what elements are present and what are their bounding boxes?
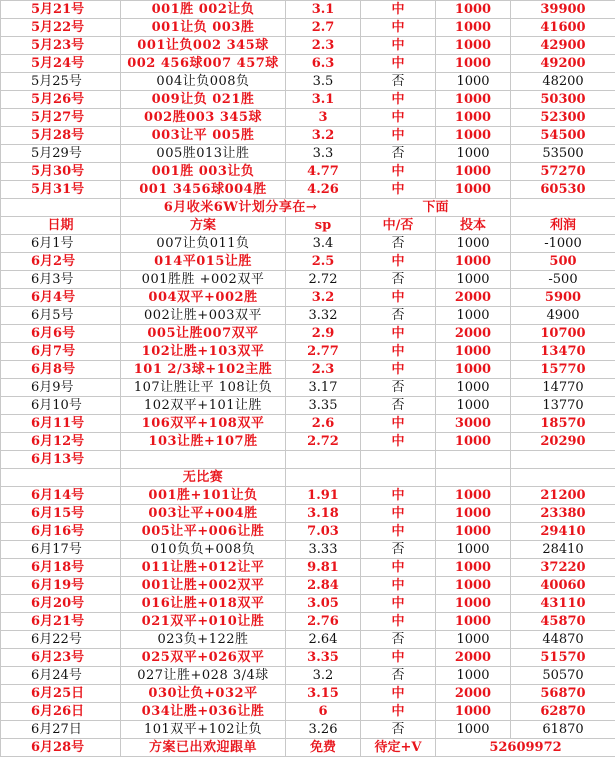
- sp-cell[interactable]: 3.2: [286, 667, 361, 685]
- profit-cell[interactable]: 20290: [511, 433, 615, 451]
- profit-cell[interactable]: [511, 469, 615, 487]
- date-cell[interactable]: 5月23号: [1, 37, 121, 55]
- profit-cell[interactable]: 49200: [511, 55, 615, 73]
- stake-cell[interactable]: 1000: [436, 271, 511, 289]
- banner-empty-cell[interactable]: [511, 199, 615, 217]
- sp-cell[interactable]: [286, 469, 361, 487]
- plan-cell[interactable]: 002胜003 345球: [121, 109, 286, 127]
- stake-cell[interactable]: 1000: [436, 523, 511, 541]
- date-cell[interactable]: 5月29号: [1, 145, 121, 163]
- result-cell[interactable]: 否: [361, 631, 436, 649]
- stake-cell[interactable]: 1000: [436, 55, 511, 73]
- table-row: [1, 271, 615, 289]
- sp-cell[interactable]: 3.26: [286, 721, 361, 739]
- sp-cell[interactable]: 2.72: [286, 271, 361, 289]
- result-cell[interactable]: 中: [361, 559, 436, 577]
- profit-cell[interactable]: 62870: [511, 703, 615, 721]
- header-row: [1, 217, 615, 235]
- date-cell[interactable]: 6月1号: [1, 235, 121, 253]
- plan-cell[interactable]: 009让负 021胜: [121, 91, 286, 109]
- result-cell[interactable]: 否: [361, 145, 436, 163]
- profit-cell[interactable]: 18570: [511, 415, 615, 433]
- date-cell[interactable]: 5月26号: [1, 91, 121, 109]
- last-row: [1, 739, 615, 757]
- date-cell[interactable]: 6月5号: [1, 307, 121, 325]
- result-cell[interactable]: 中: [361, 325, 436, 343]
- plan-cell[interactable]: 007让负011负: [121, 235, 286, 253]
- plan-cell[interactable]: 011让胜+012让平: [121, 559, 286, 577]
- plan-cell[interactable]: 003让平 005胜: [121, 127, 286, 145]
- plan-cell[interactable]: 002 456球007 457球: [121, 55, 286, 73]
- sp-cell[interactable]: 3.5: [286, 73, 361, 91]
- table-row: [1, 379, 615, 397]
- profit-cell[interactable]: 39900: [511, 1, 615, 19]
- table-row: [1, 703, 615, 721]
- plan-cell[interactable]: 001 3456球004胜: [121, 181, 286, 199]
- result-cell[interactable]: 否: [361, 721, 436, 739]
- plan-cell[interactable]: 023负+122胜: [121, 631, 286, 649]
- date-cell[interactable]: 6月9号: [1, 379, 121, 397]
- date-cell[interactable]: 6月17号: [1, 541, 121, 559]
- date-cell[interactable]: 5月25号: [1, 73, 121, 91]
- plan-cell[interactable]: 102双平+101让胜: [121, 397, 286, 415]
- date-cell[interactable]: 6月26日: [1, 703, 121, 721]
- contact-cell[interactable]: 52609972: [436, 739, 615, 757]
- profit-cell[interactable]: 44870: [511, 631, 615, 649]
- date-cell[interactable]: 6月21号: [1, 613, 121, 631]
- plan-cell[interactable]: 021双平+010让胜: [121, 613, 286, 631]
- profit-cell[interactable]: 43110: [511, 595, 615, 613]
- header-stake[interactable]: 投本: [436, 217, 511, 235]
- result-cell[interactable]: 否: [361, 271, 436, 289]
- plan-cell[interactable]: 001让负002 345球: [121, 37, 286, 55]
- result-cell[interactable]: 中: [361, 289, 436, 307]
- sp-cell[interactable]: 2.76: [286, 613, 361, 631]
- table-row: [1, 397, 615, 415]
- result-cell[interactable]: 否: [361, 235, 436, 253]
- stake-cell[interactable]: 1000: [436, 73, 511, 91]
- plan-cell[interactable]: 030让负+032平: [121, 685, 286, 703]
- result-cell[interactable]: 否: [361, 541, 436, 559]
- plan-cell[interactable]: 102让胜+103双平: [121, 343, 286, 361]
- stake-cell[interactable]: 1000: [436, 361, 511, 379]
- result-cell[interactable]: 中: [361, 685, 436, 703]
- profit-cell[interactable]: -500: [511, 271, 615, 289]
- table-row: [1, 19, 615, 37]
- table-row: [1, 343, 615, 361]
- result-cell[interactable]: 中: [361, 127, 436, 145]
- table-row: [1, 235, 615, 253]
- table-row: [1, 595, 615, 613]
- profit-cell[interactable]: 10700: [511, 325, 615, 343]
- stake-cell[interactable]: 2000: [436, 325, 511, 343]
- table-row: [1, 361, 615, 379]
- date-cell[interactable]: 6月10号: [1, 397, 121, 415]
- stake-cell[interactable]: [436, 451, 511, 469]
- plan-cell[interactable]: 001让负 003胜: [121, 19, 286, 37]
- table-row: [1, 181, 615, 199]
- profit-cell[interactable]: 500: [511, 253, 615, 271]
- table-row: [1, 631, 615, 649]
- stake-cell[interactable]: 1000: [436, 487, 511, 505]
- stake-cell[interactable]: 1000: [436, 145, 511, 163]
- sp-cell[interactable]: 3: [286, 109, 361, 127]
- date-cell[interactable]: 6月6号: [1, 325, 121, 343]
- date-cell[interactable]: 5月28号: [1, 127, 121, 145]
- profit-cell[interactable]: 42900: [511, 37, 615, 55]
- banner-empty-cell[interactable]: [1, 199, 121, 217]
- profit-cell[interactable]: 40060: [511, 577, 615, 595]
- profit-cell[interactable]: 21200: [511, 487, 615, 505]
- sp-cell[interactable]: 2.5: [286, 253, 361, 271]
- stake-cell[interactable]: 1000: [436, 613, 511, 631]
- sp-cell[interactable]: 4.77: [286, 163, 361, 181]
- plan-cell[interactable]: 027让胜+028 3/4球: [121, 667, 286, 685]
- sp-cell[interactable]: 7.03: [286, 523, 361, 541]
- result-cell[interactable]: 中: [361, 109, 436, 127]
- sp-cell[interactable]: 3.2: [286, 289, 361, 307]
- stake-cell[interactable]: 1000: [436, 541, 511, 559]
- result-cell[interactable]: 中: [361, 613, 436, 631]
- stake-cell[interactable]: 1000: [436, 505, 511, 523]
- header-result[interactable]: 中/否: [361, 217, 436, 235]
- plan-cell[interactable]: [121, 451, 286, 469]
- result-cell[interactable]: 中: [361, 343, 436, 361]
- date-cell[interactable]: [1, 469, 121, 487]
- sp-cell[interactable]: 3.3: [286, 145, 361, 163]
- date-cell[interactable]: 6月4号: [1, 289, 121, 307]
- stake-cell[interactable]: 1000: [436, 559, 511, 577]
- stake-cell[interactable]: 1000: [436, 595, 511, 613]
- plan-cell[interactable]: 016让胜+018双平: [121, 595, 286, 613]
- result-cell[interactable]: 中: [361, 649, 436, 667]
- date-cell[interactable]: 6月7号: [1, 343, 121, 361]
- plan-cell[interactable]: 004双平+002胜: [121, 289, 286, 307]
- stake-cell[interactable]: 1000: [436, 91, 511, 109]
- sp-cell[interactable]: 2.72: [286, 433, 361, 451]
- profit-cell[interactable]: 29410: [511, 523, 615, 541]
- spreadsheet-body: [1, 1, 615, 757]
- sp-cell[interactable]: 2.77: [286, 343, 361, 361]
- sp-cell[interactable]: 4.26: [286, 181, 361, 199]
- profit-cell[interactable]: 15770: [511, 361, 615, 379]
- profit-cell[interactable]: 45870: [511, 613, 615, 631]
- date-cell[interactable]: 5月31号: [1, 181, 121, 199]
- profit-cell[interactable]: 57270: [511, 163, 615, 181]
- stake-cell[interactable]: 1000: [436, 163, 511, 181]
- table-row: [1, 91, 615, 109]
- stake-cell[interactable]: 1000: [436, 343, 511, 361]
- date-cell[interactable]: 6月18号: [1, 559, 121, 577]
- table-row: [1, 451, 615, 469]
- sp-cell[interactable]: 3.05: [286, 595, 361, 613]
- sp-cell[interactable]: 2.9: [286, 325, 361, 343]
- result-cell[interactable]: [361, 451, 436, 469]
- date-cell[interactable]: 6月3号: [1, 271, 121, 289]
- result-cell[interactable]: [361, 469, 436, 487]
- header-date[interactable]: 日期: [1, 217, 121, 235]
- table-row: [1, 523, 615, 541]
- plan-cell[interactable]: 方案已出欢迎跟单: [121, 739, 286, 757]
- result-cell[interactable]: 否: [361, 307, 436, 325]
- table-row: [1, 685, 615, 703]
- table-row: [1, 145, 615, 163]
- result-cell[interactable]: 中: [361, 1, 436, 19]
- stake-cell[interactable]: 1000: [436, 667, 511, 685]
- stake-cell[interactable]: 1000: [436, 721, 511, 739]
- sp-cell[interactable]: [286, 451, 361, 469]
- profit-cell[interactable]: 14770: [511, 379, 615, 397]
- table-row: [1, 433, 615, 451]
- stake-cell[interactable]: 1000: [436, 397, 511, 415]
- table-row: [1, 37, 615, 55]
- sp-cell[interactable]: 3.18: [286, 505, 361, 523]
- profit-cell[interactable]: 61870: [511, 721, 615, 739]
- stake-cell[interactable]: 1000: [436, 37, 511, 55]
- stake-cell[interactable]: 1000: [436, 127, 511, 145]
- result-cell[interactable]: 否: [361, 397, 436, 415]
- table-row: [1, 667, 615, 685]
- result-cell[interactable]: 否: [361, 667, 436, 685]
- sp-cell[interactable]: 6: [286, 703, 361, 721]
- result-cell[interactable]: 否: [361, 379, 436, 397]
- sp-cell[interactable]: 3.17: [286, 379, 361, 397]
- profit-cell[interactable]: 54500: [511, 127, 615, 145]
- date-cell[interactable]: 6月24号: [1, 667, 121, 685]
- plan-cell[interactable]: 001让胜+002双平: [121, 577, 286, 595]
- stake-cell[interactable]: 3000: [436, 415, 511, 433]
- result-cell[interactable]: 中: [361, 19, 436, 37]
- banner-right-cell[interactable]: 下面: [361, 199, 511, 217]
- date-cell[interactable]: 6月19号: [1, 577, 121, 595]
- date-cell[interactable]: 6月13号: [1, 451, 121, 469]
- result-cell[interactable]: 中: [361, 55, 436, 73]
- plan-cell[interactable]: 001胜+101让负: [121, 487, 286, 505]
- date-cell[interactable]: 6月11号: [1, 415, 121, 433]
- table-row: [1, 73, 615, 91]
- stake-cell[interactable]: 1000: [436, 253, 511, 271]
- plan-cell[interactable]: 010负负+008负: [121, 541, 286, 559]
- table-row: [1, 541, 615, 559]
- sp-cell[interactable]: 3.1: [286, 1, 361, 19]
- stake-cell[interactable]: [436, 469, 511, 487]
- sp-cell[interactable]: 3.35: [286, 397, 361, 415]
- table-row: [1, 163, 615, 181]
- profit-cell[interactable]: 48200: [511, 73, 615, 91]
- sp-cell[interactable]: 2.64: [286, 631, 361, 649]
- sp-cell[interactable]: 2.3: [286, 37, 361, 55]
- profit-cell[interactable]: 52300: [511, 109, 615, 127]
- result-cell[interactable]: 中: [361, 523, 436, 541]
- date-cell[interactable]: 5月22号: [1, 19, 121, 37]
- table-row: [1, 109, 615, 127]
- table-row: [1, 487, 615, 505]
- sp-cell[interactable]: 3.33: [286, 541, 361, 559]
- profit-cell[interactable]: 5900: [511, 289, 615, 307]
- date-cell[interactable]: 6月23号: [1, 649, 121, 667]
- profit-cell[interactable]: 60530: [511, 181, 615, 199]
- profit-cell[interactable]: -1000: [511, 235, 615, 253]
- sp-cell[interactable]: 2.84: [286, 577, 361, 595]
- result-cell[interactable]: 中: [361, 253, 436, 271]
- sp-cell[interactable]: 3.15: [286, 685, 361, 703]
- date-cell[interactable]: 6月12号: [1, 433, 121, 451]
- plan-cell[interactable]: 014平015让胜: [121, 253, 286, 271]
- sp-cell[interactable]: 6.3: [286, 55, 361, 73]
- date-cell[interactable]: 6月14号: [1, 487, 121, 505]
- plan-cell[interactable]: 004让负008负: [121, 73, 286, 91]
- profit-cell[interactable]: 13770: [511, 397, 615, 415]
- plan-cell[interactable]: 034让胜+036让胜: [121, 703, 286, 721]
- sp-cell[interactable]: 3.4: [286, 235, 361, 253]
- sp-cell[interactable]: 3.2: [286, 127, 361, 145]
- date-cell[interactable]: 5月30号: [1, 163, 121, 181]
- stake-cell[interactable]: 1000: [436, 577, 511, 595]
- table-row: [1, 127, 615, 145]
- date-cell[interactable]: 6月22号: [1, 631, 121, 649]
- sp-cell[interactable]: 3.32: [286, 307, 361, 325]
- plan-cell[interactable]: 107让胜让平 108让负: [121, 379, 286, 397]
- plan-cell[interactable]: 005让胜007双平: [121, 325, 286, 343]
- result-cell[interactable]: 中: [361, 577, 436, 595]
- table-row: [1, 253, 615, 271]
- result-cell[interactable]: 待定+V: [361, 739, 436, 757]
- result-cell[interactable]: 中: [361, 703, 436, 721]
- stake-cell[interactable]: 1000: [436, 379, 511, 397]
- header-sp[interactable]: sp: [286, 217, 361, 235]
- stake-cell[interactable]: 1000: [436, 181, 511, 199]
- table-row: [1, 559, 615, 577]
- profit-cell[interactable]: 53500: [511, 145, 615, 163]
- stake-cell[interactable]: 2000: [436, 685, 511, 703]
- profit-cell[interactable]: 50570: [511, 667, 615, 685]
- stake-cell[interactable]: 1000: [436, 433, 511, 451]
- result-cell[interactable]: 中: [361, 595, 436, 613]
- profit-cell[interactable]: [511, 451, 615, 469]
- plan-cell[interactable]: 002让胜+003双平: [121, 307, 286, 325]
- table-row: [1, 325, 615, 343]
- plan-cell[interactable]: 003让平+004胜: [121, 505, 286, 523]
- plan-cell[interactable]: 101 2/3球+102主胜: [121, 361, 286, 379]
- sp-cell[interactable]: 2.3: [286, 361, 361, 379]
- table-row: [1, 505, 615, 523]
- plan-cell[interactable]: 025双平+026双平: [121, 649, 286, 667]
- plan-cell[interactable]: 001胜 003让负: [121, 163, 286, 181]
- date-cell[interactable]: 6月28号: [1, 739, 121, 757]
- table-row: [1, 469, 615, 487]
- profit-cell[interactable]: 50300: [511, 91, 615, 109]
- profit-cell[interactable]: 13470: [511, 343, 615, 361]
- stake-cell[interactable]: 1000: [436, 19, 511, 37]
- plan-cell[interactable]: 001胜 002让负: [121, 1, 286, 19]
- result-cell[interactable]: 中: [361, 487, 436, 505]
- profit-cell[interactable]: 41600: [511, 19, 615, 37]
- plan-cell[interactable]: 001胜胜 +002双平: [121, 271, 286, 289]
- stake-cell[interactable]: 2000: [436, 289, 511, 307]
- date-cell[interactable]: 6月2号: [1, 253, 121, 271]
- plan-cell[interactable]: 005胜013让胜: [121, 145, 286, 163]
- table-row: [1, 721, 615, 739]
- table-row: [1, 613, 615, 631]
- sp-cell[interactable]: 2.7: [286, 19, 361, 37]
- date-cell[interactable]: 5月24号: [1, 55, 121, 73]
- profit-cell[interactable]: 23380: [511, 505, 615, 523]
- sp-cell[interactable]: 免费: [286, 739, 361, 757]
- plan-cell[interactable]: 103让胜+107胜: [121, 433, 286, 451]
- result-cell[interactable]: 中: [361, 433, 436, 451]
- date-cell[interactable]: 6月16号: [1, 523, 121, 541]
- result-cell[interactable]: 中: [361, 37, 436, 55]
- result-cell[interactable]: 中: [361, 415, 436, 433]
- table-row: [1, 307, 615, 325]
- stake-cell[interactable]: 1000: [436, 109, 511, 127]
- date-cell[interactable]: 6月20号: [1, 595, 121, 613]
- banner-left-cell[interactable]: 6月收米6W计划分享在→: [121, 199, 361, 217]
- table-row: [1, 1, 615, 19]
- sp-cell[interactable]: 3.1: [286, 91, 361, 109]
- profit-cell[interactable]: 4900: [511, 307, 615, 325]
- sp-cell[interactable]: 3.35: [286, 649, 361, 667]
- date-cell[interactable]: 5月27号: [1, 109, 121, 127]
- date-cell[interactable]: 6月15号: [1, 505, 121, 523]
- result-cell[interactable]: 中: [361, 181, 436, 199]
- banner-row: [1, 199, 615, 217]
- stake-cell[interactable]: 1000: [436, 307, 511, 325]
- stake-cell[interactable]: 1000: [436, 631, 511, 649]
- table-row: [1, 415, 615, 433]
- date-cell[interactable]: 6月25日: [1, 685, 121, 703]
- header-profit[interactable]: 利润: [511, 217, 615, 235]
- plan-cell[interactable]: 106双平+108双平: [121, 415, 286, 433]
- profit-cell[interactable]: 51570: [511, 649, 615, 667]
- result-cell[interactable]: 中: [361, 505, 436, 523]
- result-cell[interactable]: 中: [361, 361, 436, 379]
- result-cell[interactable]: 否: [361, 73, 436, 91]
- sp-cell[interactable]: 2.6: [286, 415, 361, 433]
- profit-cell[interactable]: 28410: [511, 541, 615, 559]
- plan-cell[interactable]: 无比赛: [121, 469, 286, 487]
- header-plan[interactable]: 方案: [121, 217, 286, 235]
- date-cell[interactable]: 6月27日: [1, 721, 121, 739]
- stake-cell[interactable]: 1000: [436, 703, 511, 721]
- plan-cell[interactable]: 005让平+006让胜: [121, 523, 286, 541]
- stake-cell[interactable]: 1000: [436, 235, 511, 253]
- table-row: [1, 55, 615, 73]
- stake-cell[interactable]: 1000: [436, 1, 511, 19]
- result-cell[interactable]: 中: [361, 163, 436, 181]
- date-cell[interactable]: 5月21号: [1, 1, 121, 19]
- sp-cell[interactable]: 1.91: [286, 487, 361, 505]
- sp-cell[interactable]: 9.81: [286, 559, 361, 577]
- table-row: [1, 649, 615, 667]
- profit-cell[interactable]: 56870: [511, 685, 615, 703]
- result-cell[interactable]: 中: [361, 91, 436, 109]
- table-row: [1, 577, 615, 595]
- table-row: [1, 289, 615, 307]
- date-cell[interactable]: 6月8号: [1, 361, 121, 379]
- stake-cell[interactable]: 2000: [436, 649, 511, 667]
- plan-cell[interactable]: 101双平+102让负: [121, 721, 286, 739]
- profit-cell[interactable]: 37220: [511, 559, 615, 577]
